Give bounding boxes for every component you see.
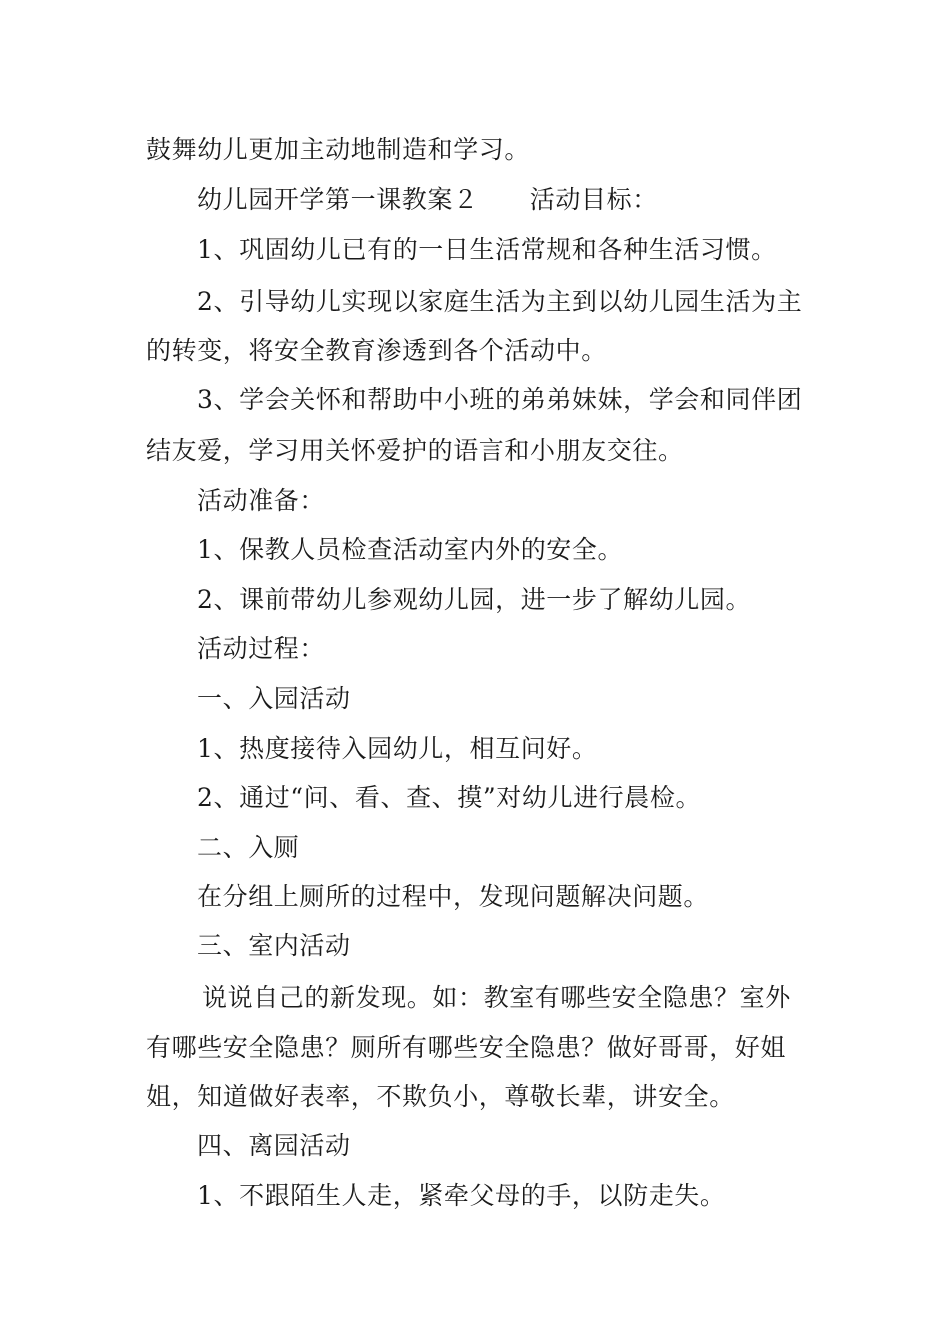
prep-item: 2、课前带幼儿参观幼儿园，进一步了解幼儿园。 <box>197 585 752 614</box>
paragraph-line: 鼓舞幼儿更加主动地制造和学习。 <box>146 135 531 164</box>
goal-item-continued: 的转变，将安全教育渗透到各个活动中。 <box>146 336 607 365</box>
subsection-heading: 二、入厕 <box>197 833 300 862</box>
subsection-heading: 四、离园活动 <box>197 1131 351 1160</box>
subsection-heading: 一、入园活动 <box>197 684 351 713</box>
goal-item: 2、引导幼儿实现以家庭生活为主到以幼儿园生活为主 <box>197 287 803 316</box>
paragraph-line: 说说自己的新发现。如：教室有哪些安全隐患？室外 <box>202 983 791 1012</box>
process-item: 1、热度接待入园幼儿，相互问好。 <box>197 734 598 763</box>
lesson-title-line: 幼儿园开学第一课教案２ 活动目标： <box>197 185 658 214</box>
paragraph-line: 在分组上厕所的过程中，发现问题解决问题。 <box>197 882 710 911</box>
goal-item-continued: 结友爱，学习用关怀爱护的语言和小朋友交往。 <box>146 436 684 465</box>
process-item: 1、不跟陌生人走，紧牵父母的手，以防走失。 <box>197 1181 726 1210</box>
paragraph-line-continued: 有哪些安全隐患？厕所有哪些安全隐患？做好哥哥，好姐 <box>146 1033 787 1062</box>
goal-item: 1、巩固幼儿已有的一日生活常规和各种生活习惯。 <box>197 235 777 264</box>
prep-item: 1、保教人员检查活动室内外的安全。 <box>197 535 624 564</box>
subsection-heading: 三、室内活动 <box>197 931 351 960</box>
goal-item: 3、学会关怀和帮助中小班的弟弟妹妹，学会和同伴团 <box>197 385 803 414</box>
section-heading: 活动过程： <box>197 634 326 663</box>
paragraph-line-continued: 姐，知道做好表率，不欺负小，尊敬长辈，讲安全。 <box>146 1082 735 1111</box>
process-item: 2、通过“问、看、查、摸”对幼儿进行晨检。 <box>197 783 702 812</box>
section-heading: 活动准备： <box>197 486 326 515</box>
